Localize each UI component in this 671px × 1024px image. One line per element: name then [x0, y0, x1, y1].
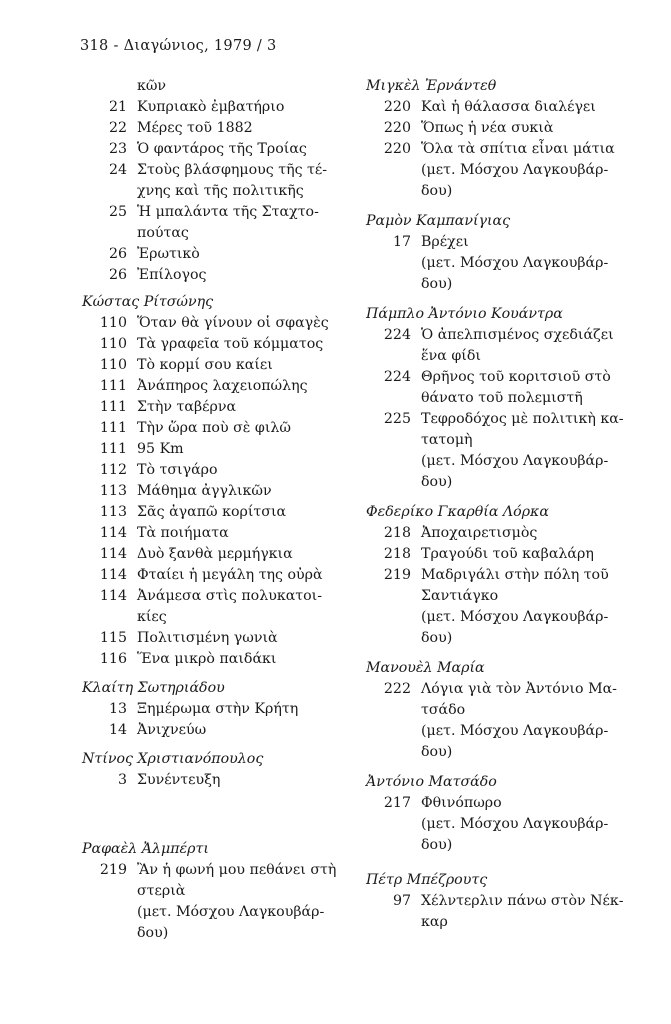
author-name: Μιγκὲλ Ἐρνάντεθ [366, 78, 497, 94]
index-entry [82, 355, 352, 376]
index-entry [82, 139, 352, 160]
entry-title: Μάθημα ἀγγλικῶν [137, 483, 272, 499]
index-entry [366, 232, 651, 253]
author-section [82, 749, 352, 791]
author-section [366, 772, 651, 856]
author-name: Κλαίτη Σωτηριάδου [82, 680, 225, 696]
entry-title: Τὸ κορμί σου καίει [137, 357, 273, 373]
entry-title: Ὅταν θὰ γίνουν οἱ σφαγὲς [137, 315, 329, 331]
page-number: 219 [383, 567, 411, 583]
page-number: 3 [117, 772, 127, 788]
page-number: 217 [383, 795, 411, 811]
author-name: Πέτρ Μπέζρουτς [366, 872, 488, 888]
index-entry [82, 376, 352, 397]
page-number: 110 [99, 315, 127, 331]
entry-title: Πολιτισμένη γωνιὰ [137, 630, 278, 646]
entry-title: Φταίει ἡ μεγάλη της οὐρὰ [137, 567, 323, 583]
page-number: 111 [99, 420, 127, 436]
index-column-left [82, 76, 352, 944]
entry-line-continuation: καρ [421, 914, 448, 930]
entry-title: Τραγούδι τοῦ καβαλάρη [421, 546, 594, 562]
page-number: 111 [99, 441, 127, 457]
entry-line-continuation: (μετ. Μόσχου Λαγκουβάρ- [421, 609, 609, 625]
page-number: 112 [99, 462, 127, 478]
index-entry [366, 367, 651, 388]
index-entry [366, 565, 651, 586]
entry-line-continuation: κίες [137, 609, 167, 625]
author-name: Ραφαὲλ Ἀλμπέρτι [82, 841, 209, 857]
entry-title: Ἀποχαιρετισμὸς [421, 525, 538, 541]
entry-line-continuation: τσάδο [421, 702, 466, 718]
entry-title: Τὴν ὥρα ποὺ σὲ φιλῶ [137, 420, 291, 436]
page-number: 222 [383, 681, 411, 697]
entry-line-continuation: δου) [421, 630, 453, 646]
entry-title: Χέλντερλιν πάνω στὸν Νέκ- [421, 893, 624, 909]
index-entry [82, 97, 352, 118]
index-entry [82, 586, 352, 607]
entry-title: Βρέχει [421, 234, 469, 250]
page-number: 22 [108, 120, 127, 136]
entry-title: Μέρες τοῦ 1882 [137, 120, 253, 136]
entry-line-continuation: (μετ. Μόσχου Λαγκουβάρ- [421, 453, 609, 469]
page-number: 21 [108, 99, 127, 115]
page-number: 114 [99, 525, 127, 541]
entry-title: Στοὺς βλάσφημους τῆς τέ- [137, 162, 328, 178]
page-number: 110 [99, 336, 127, 352]
entry-title: Τὰ ποιήματα [137, 525, 229, 541]
entry-title: Θρῆνος τοῦ κοριτσιοῦ στὸ [421, 369, 611, 385]
entry-line-continuation: θάνατο τοῦ πολεμιστῆ [421, 390, 583, 406]
author-section [366, 870, 651, 933]
author-section [82, 292, 352, 670]
page-number: 220 [383, 120, 411, 136]
entry-title: Καὶ ἡ θάλασσα διαλέγει [421, 99, 596, 115]
author-section [82, 839, 352, 944]
index-entry [82, 565, 352, 586]
index-entry [82, 418, 352, 439]
index-entry [82, 860, 352, 881]
entry-line-continuation: δου) [137, 925, 169, 941]
entry-line-continuation: (μετ. Μόσχου Λαγκουβάρ- [137, 904, 325, 920]
page-number: 220 [383, 99, 411, 115]
page-number: 14 [108, 722, 127, 738]
author-section [366, 502, 651, 649]
index-entry [366, 523, 651, 544]
author-section [366, 304, 651, 493]
entry-line-continuation: πούτας [137, 225, 189, 241]
author-name: Φεδερίκο Γκαρθία Λόρκα [366, 504, 549, 520]
entry-line-continuation: χνης καὶ τῆς πολιτικῆς [137, 183, 304, 199]
index-entry [366, 793, 651, 814]
entry-title: Ἀνάπηρος λαχειοπώλης [137, 378, 308, 394]
entry-title: Δυὸ ξανθὰ μερμήγκια [137, 546, 293, 562]
page-number: 218 [383, 525, 411, 541]
author-name: Ντίνος Χριστιανόπουλος [82, 751, 264, 767]
page-number: 25 [108, 204, 127, 220]
entry-title: Τὰ γραφεῖα τοῦ κόμματος [137, 336, 324, 352]
entry-title: Συνέντευξη [137, 772, 221, 788]
page-number: 114 [99, 546, 127, 562]
index-entry [82, 313, 352, 334]
entry-line-continuation: δου) [421, 183, 453, 199]
page-number: 225 [383, 411, 411, 427]
page-header: 318 - Διαγώνιος, 1979 / 3 [80, 38, 277, 54]
entry-title: Σᾶς ἀγαπῶ κορίτσια [137, 504, 287, 520]
page-number: 113 [99, 504, 127, 520]
page-number: 224 [383, 369, 411, 385]
index-entry [366, 139, 651, 160]
entry-title: Στὴν ταβέρνα [137, 399, 237, 415]
entry-line-continuation: Σαντιάγκο [421, 588, 499, 604]
index-entry [82, 502, 352, 523]
entry-title: 95 Km [137, 441, 184, 457]
entry-title: Ἂν ἡ φωνή μου πεθάνει στὴ [137, 862, 337, 878]
page-number: 110 [99, 357, 127, 373]
entry-title: Ὅλα τὰ σπίτια εἶναι μάτια [421, 141, 615, 157]
page-number: 116 [99, 651, 127, 667]
index-entry [366, 118, 651, 139]
entry-title: Ἐπίλογος [137, 267, 207, 283]
author-section [366, 658, 651, 763]
index-entry [366, 325, 651, 346]
entry-title: Τεφροδόχος μὲ πολιτικὴ κα- [421, 411, 624, 427]
index-entry [82, 628, 352, 649]
author-name: Κώστας Ρίτσώνης [82, 294, 214, 310]
entry-title: Τὸ τσιγάρο [137, 462, 218, 478]
entry-line-continuation: (μετ. Μόσχου Λαγκουβάρ- [421, 162, 609, 178]
index-entry [82, 118, 352, 139]
index-entry [82, 244, 352, 265]
entry-line-continuation: (μετ. Μόσχου Λαγκουβάρ- [421, 816, 609, 832]
entry-title: Ἕνα μικρὸ παιδάκι [137, 651, 277, 667]
page-number: 26 [108, 246, 127, 262]
index-entry [82, 460, 352, 481]
entry-title: Φθινόπωρο [421, 795, 502, 811]
index-entry [82, 523, 352, 544]
page-number: 13 [108, 701, 127, 717]
index-entry [366, 544, 651, 565]
page-number: 219 [99, 862, 127, 878]
index-entry [366, 679, 651, 700]
author-name: Πάμπλο Ἀντόνιο Κουάντρα [366, 306, 563, 322]
author-name: Ραμὸν Καμπανίγιας [366, 213, 511, 229]
page-number: 114 [99, 567, 127, 583]
entry-title: Λόγια γιὰ τὸν Ἀντόνιο Μα- [421, 681, 617, 697]
entry-title: Ὁ ἀπελπισμένος σχεδιάζει [421, 327, 614, 343]
page-number: 26 [108, 267, 127, 283]
author-name: Ἀντόνιο Ματσάδο [366, 774, 497, 790]
entry-title: Ἡ μπαλάντα τῆς Σταχτο- [137, 204, 319, 220]
index-entry [366, 97, 651, 118]
page-number: 224 [383, 327, 411, 343]
author-name: Μανουὲλ Μαρία [366, 660, 485, 676]
entry-line-continuation: δου) [421, 474, 453, 490]
entry-line-continuation: δου) [421, 744, 453, 760]
entry-line-continuation: τατομὴ [421, 432, 473, 448]
index-entry [82, 334, 352, 355]
index-entry [82, 544, 352, 565]
index-entry [366, 891, 651, 912]
index-entry [82, 265, 352, 286]
page-number: 115 [99, 630, 127, 646]
entry-title: Κυπριακὸ ἐμβατήριο [137, 99, 285, 115]
index-entry [82, 439, 352, 460]
index-entry [82, 720, 352, 741]
page-number: 114 [99, 588, 127, 604]
page-number: 17 [392, 234, 411, 250]
entry-line-continuation: (μετ. Μόσχου Λαγκουβάρ- [421, 255, 609, 271]
author-section [366, 76, 651, 202]
entry-title: Ὁ φαντάρος τῆς Τροίας [137, 141, 307, 157]
entry-line-continuation: στεριὰ [137, 883, 186, 899]
index-entry [82, 699, 352, 720]
page-number: 111 [99, 378, 127, 394]
entry-title: Ἀνάμεσα στὶς πολυκατοι- [137, 588, 323, 604]
entry-title: Ὅπως ἡ νέα συκιὰ [421, 120, 554, 136]
entry-title: Ἀνιχνεύω [137, 722, 207, 738]
page-number: 111 [99, 399, 127, 415]
entry-line-continuation: δου) [421, 837, 453, 853]
entry-title: Μαδριγάλι στὴν πόλη τοῦ [421, 567, 609, 583]
author-section [82, 678, 352, 741]
page-number: 220 [383, 141, 411, 157]
page-number: 218 [383, 546, 411, 562]
entry-title: Ἐρωτικὸ [137, 246, 200, 262]
index-entry [82, 649, 352, 670]
index-entry [82, 481, 352, 502]
page-number: 113 [99, 483, 127, 499]
author-section [366, 211, 651, 295]
index-column-right [366, 76, 651, 933]
entry-line-continuation: κῶν [137, 78, 167, 94]
page-number: 23 [108, 141, 127, 157]
entry-line-continuation: (μετ. Μόσχου Λαγκουβάρ- [421, 723, 609, 739]
index-entry [82, 160, 352, 181]
index-entry [82, 770, 352, 791]
index-entry [82, 202, 352, 223]
page-number: 97 [392, 893, 411, 909]
page-number: 24 [108, 162, 127, 178]
entry-title: Ξημέρωμα στὴν Κρήτη [137, 701, 299, 717]
entry-line-continuation: ἕνα φίδι [421, 348, 481, 364]
entry-line-continuation: δου) [421, 276, 453, 292]
index-entry [82, 397, 352, 418]
index-entry [366, 409, 651, 430]
